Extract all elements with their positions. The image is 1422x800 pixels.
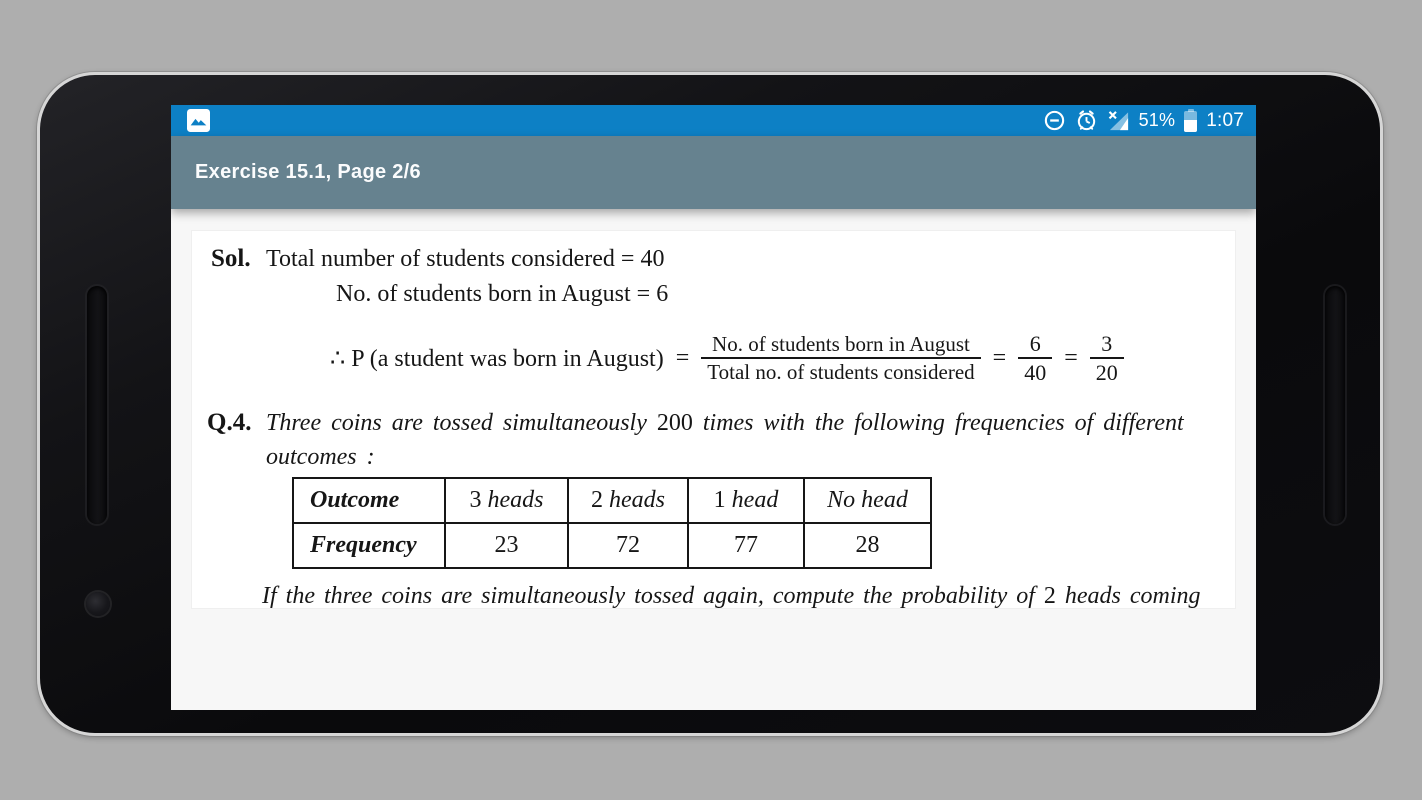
battery-percent-label: 51% xyxy=(1138,110,1176,130)
table-row xyxy=(293,478,931,523)
table-cell: 2 heads xyxy=(568,478,688,523)
solution-line-2: No. of students born in August = 6 xyxy=(336,281,669,307)
equals-sign: = xyxy=(675,344,690,371)
fraction-denominator: Total no. of students considered xyxy=(701,357,980,384)
page-title: Exercise 15.1, Page 2/6 xyxy=(195,161,421,183)
equation-lhs: ∴ P (a student was born in August) xyxy=(330,345,664,372)
fraction-numerator: 3 xyxy=(1101,330,1113,356)
question-text-segment: times with the following frequencies of different xyxy=(692,410,1184,436)
table-cell: 23 xyxy=(445,523,568,568)
fraction-numerator: 6 xyxy=(1029,330,1041,356)
table-cell: 72 xyxy=(568,523,688,568)
solution-label: Sol. xyxy=(211,245,251,272)
solution-line-1: Total number of students considered = 40 xyxy=(266,246,665,272)
phone-screen xyxy=(171,105,1256,710)
table-row xyxy=(293,523,931,568)
textbook-page-image[interactable] xyxy=(191,230,1236,609)
table-cell: 3 heads xyxy=(445,478,568,523)
speaker-grille-right xyxy=(1325,286,1345,524)
footer-text-segment: If the three coins are simultaneously tossed again, compute the probability of xyxy=(262,583,1044,609)
clock-label: 1:07 xyxy=(1206,109,1244,131)
question-label: Q.4. xyxy=(207,409,252,436)
phone-frame xyxy=(37,72,1383,736)
question-footer-line xyxy=(262,583,1201,610)
question-text-segment: Three coins are tossed simultaneously xyxy=(266,410,657,436)
footer-number: 2 xyxy=(1043,583,1056,609)
table-cell: No head xyxy=(804,478,931,523)
fraction-denominator: 20 xyxy=(1090,357,1124,385)
fraction-denominator: 40 xyxy=(1018,357,1052,385)
fraction-3-20 xyxy=(1090,331,1124,386)
app-header xyxy=(171,136,1256,209)
probability-equation xyxy=(330,326,1124,390)
question-text-line-1 xyxy=(266,410,1184,437)
equals-sign: = xyxy=(1064,344,1078,371)
table-cell: Outcome xyxy=(293,478,445,523)
fraction-main xyxy=(701,332,980,384)
equals-sign: = xyxy=(992,344,1007,371)
front-camera xyxy=(86,592,110,616)
speaker-grille-left xyxy=(87,286,107,524)
table-cell: 77 xyxy=(688,523,804,568)
photo-notification-icon xyxy=(187,109,210,132)
battery-icon xyxy=(1184,109,1197,132)
do-not-disturb-icon xyxy=(1043,109,1066,132)
fraction-6-40 xyxy=(1018,331,1052,386)
content-viewer[interactable] xyxy=(171,209,1256,710)
alarm-icon xyxy=(1075,109,1098,132)
question-text-line-2: outcomes : xyxy=(266,444,375,470)
table-cell: Frequency xyxy=(293,523,445,568)
status-bar xyxy=(171,105,1256,136)
frequency-table xyxy=(292,477,932,569)
fraction-numerator: No. of students born in August xyxy=(712,331,970,356)
table-cell: 1 head xyxy=(688,478,804,523)
no-signal-icon xyxy=(1107,109,1130,132)
question-number: 200 xyxy=(656,410,693,436)
footer-text-segment: heads coming xyxy=(1055,583,1201,609)
table-cell: 28 xyxy=(804,523,931,568)
